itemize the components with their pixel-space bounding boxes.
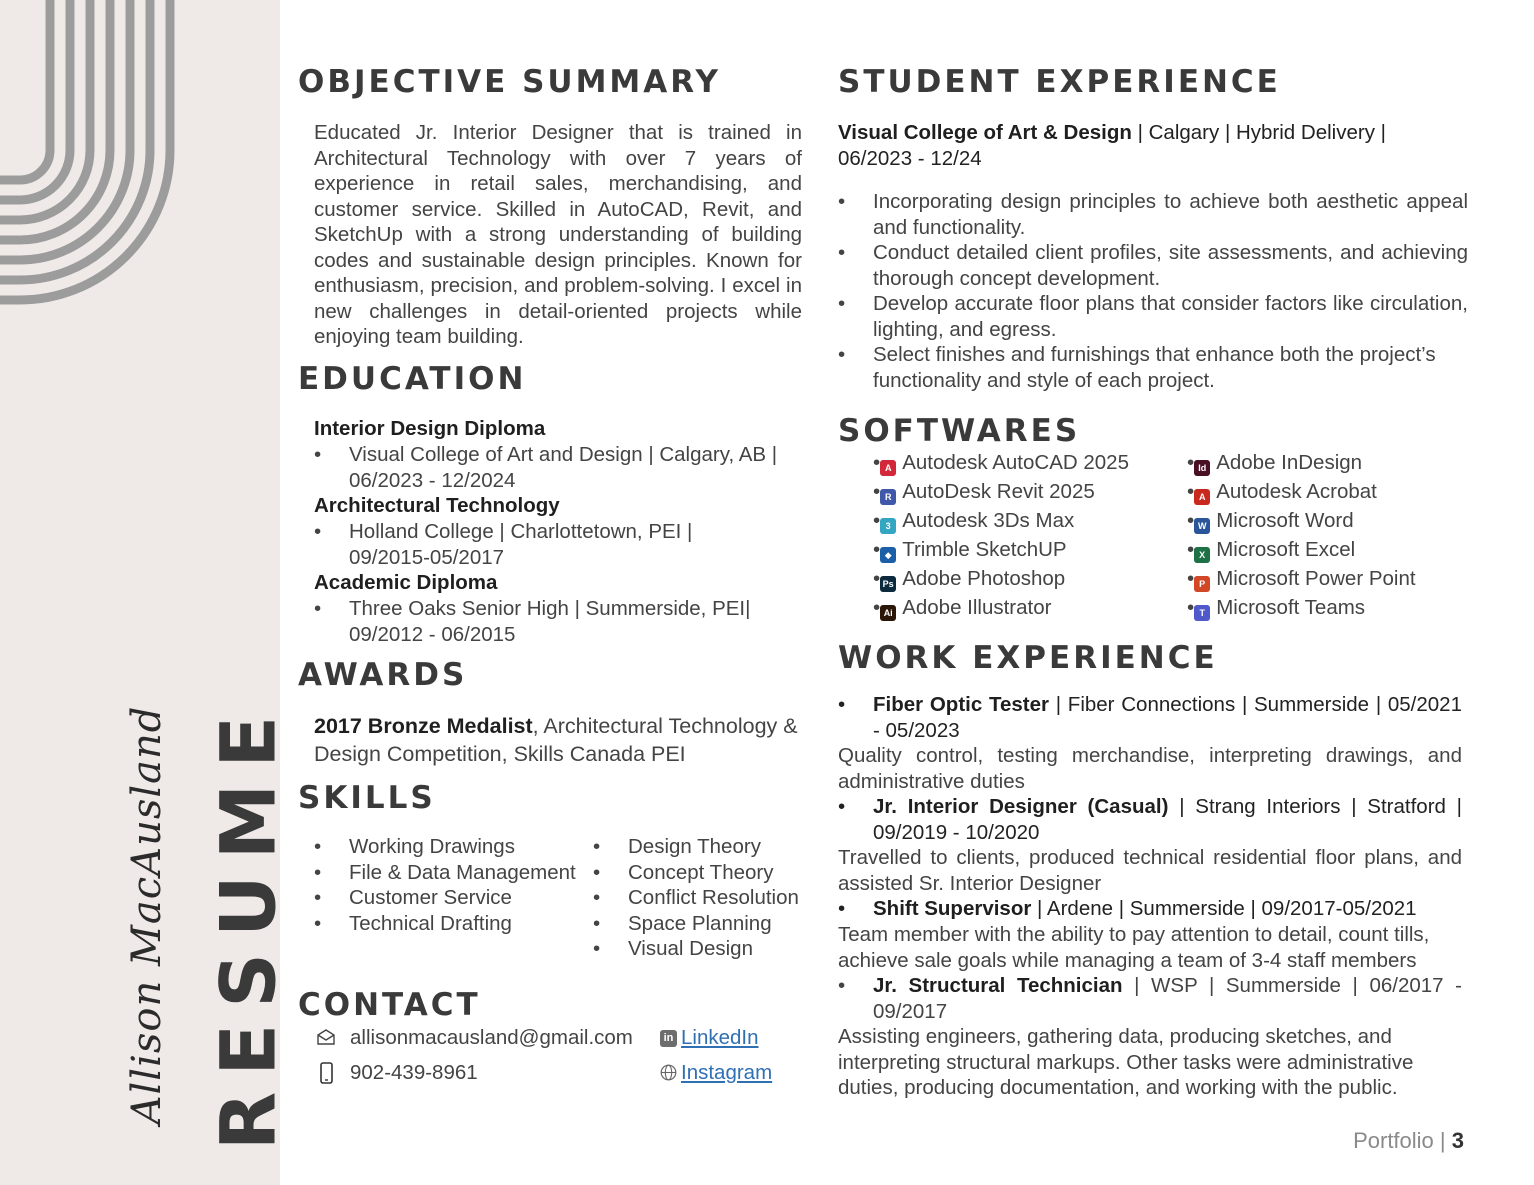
acrobat-icon: A: [1194, 489, 1210, 505]
linkedin-link[interactable]: LinkedIn: [681, 1026, 759, 1049]
education-heading: EDUCATION: [298, 361, 527, 397]
software-name: AutoDesk Revit 2025: [902, 480, 1095, 503]
autocad-icon: A: [880, 460, 896, 476]
photoshop-icon: Ps: [880, 576, 896, 592]
objective-text: Educated Jr. Interior Designer that is trained in Architectural Technology with over 7 years of experience in retail sales, merchandising, and customer service. Skilled in AutoCAD, Revit, and SketchUp with a strong understanding of building codes and sustainable design principles. Known for enthusiasm, precision, and problem-solving. I excel in new challenges in detail-oriented projects while enjoying team building.: [314, 121, 802, 348]
software-item: • P Microsoft Power Point: [1187, 567, 1416, 590]
powerpoint-icon: P: [1194, 576, 1210, 592]
software-name: Microsoft Word: [1216, 509, 1354, 532]
decorative-arcs: [0, 0, 280, 330]
software-name: Adobe Illustrator: [902, 596, 1052, 619]
list-item: • Design Theory: [593, 835, 761, 858]
list-item: • Technical Drafting: [314, 912, 512, 935]
awards-heading: AWARDS: [298, 657, 468, 693]
list-item: • Holland College | Charlottetown, PEI | 09/2015-05/2017: [314, 520, 693, 569]
phone-number: 902-439-8961: [350, 1061, 478, 1084]
software-name: Autodesk AutoCAD 2025: [902, 451, 1129, 474]
teams-icon: T: [1194, 605, 1210, 621]
instagram-link[interactable]: Instagram: [681, 1061, 773, 1084]
list-item: • Customer Service: [314, 886, 512, 909]
software-item: • X Microsoft Excel: [1187, 538, 1356, 561]
software-item: • 3 Autodesk 3Ds Max: [873, 509, 1075, 532]
excel-icon: X: [1194, 547, 1210, 563]
job-description: Team member with the ability to pay attention to detail, count tills, achieve sale goals while managing a team of 3-4 staff members: [838, 923, 1430, 972]
software-item: • Ai Adobe Illustrator: [873, 596, 1052, 619]
sketchup-icon: ◆: [880, 547, 896, 563]
list-item: • Incorporating design principles to achieve both aesthetic appeal and functionality.: [838, 190, 1468, 239]
job-description: Assisting engineers, gathering data, producing sketches, and interpreting structural markups. Other tasks were administrative duties, producing documentation, and working with the public.: [838, 1025, 1414, 1099]
student-org-line: Visual College of Art & Design | Calgary | Hybrid Delivery | 06/2023 - 12/24: [838, 121, 1386, 170]
page-number: 3: [1451, 1128, 1464, 1153]
software-item: • A Autodesk AutoCAD 2025: [873, 451, 1129, 474]
resume-title: RESUME: [203, 699, 293, 1151]
software-item: • ◆ Trimble SketchUP: [873, 538, 1067, 561]
list-item: • Concept Theory: [593, 861, 774, 884]
list-item: • Shift Supervisor | Ardene | Summerside | 09/2017-05/2021: [838, 897, 1417, 920]
award-text: 2017 Bronze Medalist, Architectural Technology & Design Competition, Skills Canada PEI: [314, 714, 798, 766]
software-item: • Id Adobe InDesign: [1187, 451, 1363, 474]
list-item: • Visual Design: [593, 937, 753, 960]
software-item: • R AutoDesk Revit 2025: [873, 480, 1095, 503]
software-name: Microsoft Teams: [1216, 596, 1366, 619]
revit-icon: R: [880, 489, 896, 505]
job-description: Travelled to clients, produced technical residential floor plans, and assisted Sr. Interior Designer: [838, 846, 1462, 895]
software-name: Autodesk 3Ds Max: [902, 509, 1075, 532]
software-name: Autodesk Acrobat: [1216, 480, 1377, 503]
software-item: • W Microsoft Word: [1187, 509, 1354, 532]
page-footer: Portfolio | 3: [1353, 1128, 1464, 1153]
list-item: • Three Oaks Senior High | Summerside, PEI| 09/2012 - 06/2015: [314, 597, 751, 646]
softwares-heading: SOFTWARES: [838, 413, 1081, 449]
linkedin-icon: in: [660, 1030, 677, 1047]
education-degree: Academic Diploma: [314, 571, 498, 594]
word-icon: W: [1194, 518, 1210, 534]
skills-heading: SKILLS: [298, 780, 436, 816]
software-name: Microsoft Excel: [1216, 538, 1356, 561]
job-description: Quality control, testing merchandise, interpreting drawings, and administrative duties: [838, 744, 1462, 793]
illustrator-icon: Ai: [880, 605, 896, 621]
sidebar: [0, 0, 293, 1185]
list-item: • Jr. Interior Designer (Casual) | Strang Interiors | Stratford | 09/2019 - 10/2020: [838, 795, 1462, 844]
list-item: • Jr. Structural Technician | WSP | Summerside | 06/2017 - 09/2017: [838, 974, 1462, 1023]
3dsmax-icon: 3: [880, 518, 896, 534]
education-degree: Architectural Technology: [314, 494, 560, 517]
list-item: • Develop accurate floor plans that consider factors like circulation, lighting, and egress.: [838, 292, 1468, 341]
software-item: • A Autodesk Acrobat: [1187, 480, 1377, 503]
email-link[interactable]: allisonmacausland@gmail.com: [350, 1026, 633, 1049]
phone-icon: [320, 1062, 333, 1084]
globe-icon: [660, 1064, 677, 1081]
list-item: • Select finishes and furnishings that enhance both the project’s functionality and style of each project.: [838, 343, 1436, 392]
indesign-icon: Id: [1194, 460, 1210, 476]
list-item: • Working Drawings: [314, 835, 515, 858]
list-item: • Conflict Resolution: [593, 886, 799, 909]
software-item: • Ps Adobe Photoshop: [873, 567, 1066, 590]
list-item: • Conduct detailed client profiles, site assessments, and achieving thorough concept development.: [838, 241, 1468, 290]
education-degree: Interior Design Diploma: [314, 417, 546, 440]
objective-heading: OBJECTIVE SUMMARY: [298, 64, 721, 100]
list-item: • Fiber Optic Tester | Fiber Connections | Summerside | 05/2021 - 05/2023: [838, 693, 1462, 742]
software-item: • T Microsoft Teams: [1187, 596, 1366, 619]
software-name: Adobe Photoshop: [902, 567, 1066, 590]
list-item: • Visual College of Art and Design | Calgary, AB | 06/2023 - 12/2024: [314, 443, 778, 492]
student-experience-heading: STUDENT EXPERIENCE: [838, 64, 1281, 100]
software-name: Adobe InDesign: [1216, 451, 1363, 474]
email-icon: [316, 1028, 336, 1046]
contact-heading: CONTACT: [298, 987, 481, 1023]
work-experience-heading: WORK EXPERIENCE: [838, 640, 1218, 676]
list-item: • Space Planning: [593, 912, 772, 935]
name-signature: Allison MacAusland: [124, 705, 170, 1125]
software-name: Microsoft Power Point: [1216, 567, 1416, 590]
list-item: • File & Data Management: [314, 861, 576, 884]
software-name: Trimble SketchUP: [902, 538, 1067, 561]
